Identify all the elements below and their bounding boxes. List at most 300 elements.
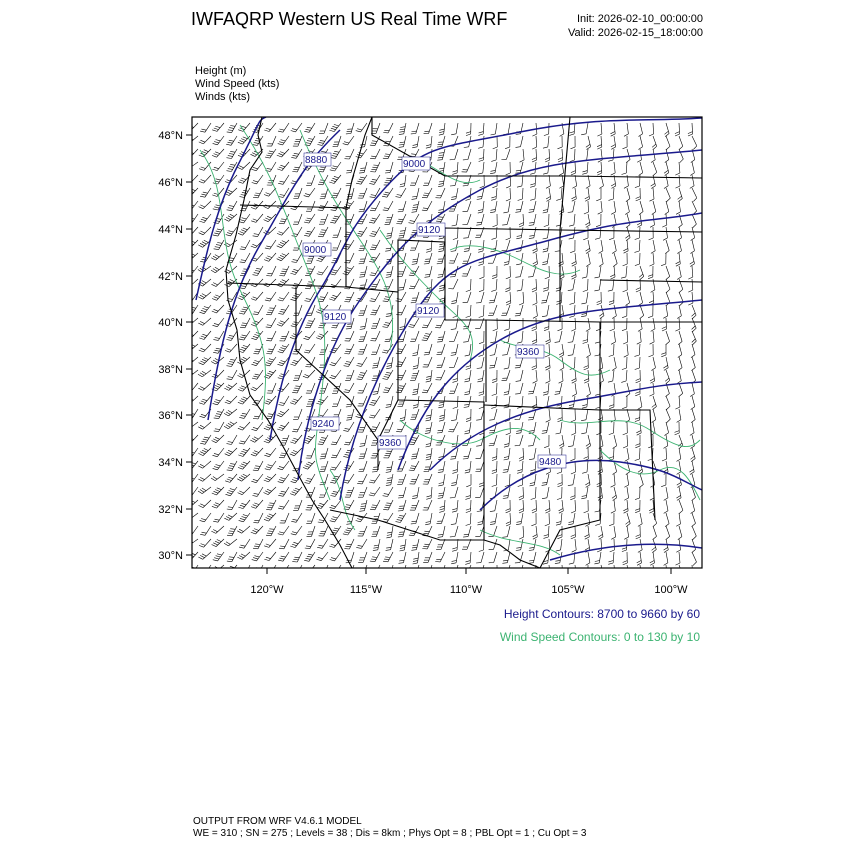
wind-barb-feather [386,550,391,551]
wind-barb-feather [317,145,322,146]
wind-barb [653,318,655,329]
wind-barb [470,487,471,498]
wind-barb [469,383,471,394]
wind-barb [337,240,341,250]
wind-barb-feather [372,232,377,233]
wind-barb-feather [438,157,443,158]
wind-barb [601,201,602,212]
wind-barb-feather [264,285,269,287]
wind-barb-feather [545,277,550,279]
wind-barb-feather [305,374,310,376]
wind-barb [228,422,237,429]
wind-barb-feather [413,389,418,390]
wind-barb-feather [568,524,573,525]
wind-barb [418,396,419,407]
wind-barb-feather [227,509,232,510]
wind-barb-feather [279,223,284,224]
wind-barb [468,149,471,160]
wind-barb-feather [530,485,535,486]
wind-barb-feather [543,147,548,148]
wind-barb-feather [558,483,563,485]
wind-barb [523,448,524,459]
wind-barb [258,539,263,549]
wind-barb-feather [611,537,615,539]
wind-barb-feather [307,323,312,324]
wind-barb-feather [622,173,627,175]
wind-barb-feather [243,474,247,476]
wind-barb-feather [490,430,495,431]
wind-barb-feather [533,537,537,539]
wind-barb-feather [399,287,404,288]
wind-barb-feather [229,206,234,207]
wind-barb-feather [427,249,432,250]
wind-barb-feather [306,299,311,300]
wind-barb-feather [306,129,311,130]
wind-barb-feather [595,342,600,343]
wind-barb-feather [600,316,604,319]
wind-barb [575,422,576,433]
wind-barb [549,409,550,420]
wind-barb-feather [515,277,520,278]
wind-barb [429,253,432,264]
wind-barb-feather [267,416,272,417]
wind-barb [484,539,485,550]
wind-barb-feather [293,399,298,401]
wind-barb-feather [399,144,404,145]
wind-barb-feather [409,327,414,328]
wind-barb [523,149,524,160]
wind-barb-feather [240,337,245,338]
wind-barb-feather [241,359,245,361]
wind-barb-feather [200,520,205,521]
wind-barb [442,344,446,354]
wind-barb-feather [200,321,205,323]
wind-barb-feather [586,443,590,446]
wind-barb [283,175,289,184]
wind-barb [245,201,250,211]
wind-barb-feather [357,483,362,484]
wind-barb-feather [187,283,192,285]
wind-barb [390,214,394,224]
wind-barb-feather [581,433,586,434]
wind-barb-feather [267,338,272,339]
wind-barb-feather [611,277,616,279]
wind-barb [324,383,328,393]
wind-barb-feather [676,495,680,498]
wind-barb-feather [307,141,312,142]
wind-barb [679,396,680,407]
wind-barb [679,240,682,251]
wind-barb-feather [187,482,192,483]
wind-barb [417,136,419,147]
wind-barb [365,318,367,329]
wind-barb-feather [451,420,456,421]
wind-barb-feather [532,509,537,511]
wind-barb-feather [385,251,390,252]
wind-barb-feather [530,470,535,471]
wind-barb [203,474,211,481]
wind-barb-feather [295,488,300,490]
wind-barb [349,539,354,549]
wind-barb [507,526,510,537]
wind-barb-feather [360,326,365,327]
wind-barb [415,409,419,419]
wind-barb [520,162,523,173]
wind-barb-feather [216,556,221,557]
wind-barb-feather [370,236,375,237]
wind-barb-feather [582,277,587,278]
wind-barb-feather [214,167,219,169]
wind-barb [202,370,211,377]
wind-barb-feather [425,274,430,275]
wind-barb-feather [425,277,430,278]
wind-barb-feather [532,158,537,160]
wind-barb [521,370,524,381]
wind-barb-feather [240,505,245,507]
wind-barb [575,162,576,173]
lat-tick-label: 38°N [158,364,183,376]
wind-barb-feather [198,466,202,468]
wind-barb-feather [635,444,640,446]
wind-barb-feather [572,576,577,578]
wind-barb-feather [253,470,258,471]
wind-barb [255,279,263,287]
wind-barb-feather [572,277,577,279]
wind-barb-feather [278,364,283,365]
wind-barb [520,305,523,316]
wind-barb [270,162,276,171]
wind-barb-feather [585,222,589,225]
wind-barb [310,136,315,146]
wind-barb-feather [226,235,231,236]
height-label: 9360 [517,347,540,358]
wind-barb-feather [663,238,667,240]
wind-barb-feather [529,222,534,223]
wind-barb [679,266,681,277]
wind-barb [415,240,419,250]
wind-barb-feather [439,155,444,156]
wind-barb-feather [330,507,335,508]
wind-barb-feather [555,342,560,343]
wind-barb-feather [452,196,457,197]
wind-barb [363,487,367,497]
wind-barb [599,552,601,563]
wind-barb [627,474,629,485]
wind-barb-feather [230,126,235,127]
wind-barb [468,201,472,211]
wind-barb [562,175,564,186]
wind-barb [232,370,237,380]
wind-barb [679,552,680,563]
wind-barb-feather [267,507,272,508]
lat-tick-label: 48°N [158,130,183,142]
wind-barb-feather [635,264,640,266]
wind-barb-feather [439,209,444,210]
wind-barb [493,305,497,315]
wind-barb-feather [371,273,376,274]
wind-barb-feather [675,431,680,433]
wind-barb [509,435,510,446]
wind-barb-feather [201,194,206,195]
wind-barb [190,344,198,351]
wind-barb-feather [543,249,548,250]
wind-barb-feather [373,394,378,395]
wind-barb [548,227,550,238]
wind-barb-feather [306,558,311,559]
wind-barb-feather [290,494,295,496]
wind-barb-feather [624,251,629,253]
wind-barb-feather [466,496,471,497]
wind-barb-feather [506,433,511,435]
wind-barb-feather [543,394,548,395]
wind-barb-feather [333,491,338,492]
wind-barb-feather [371,247,376,248]
wind-barb-feather [279,153,284,155]
wind-barb-feather [546,511,551,513]
wind-barb-feather [519,459,524,461]
wind-barb [217,292,224,300]
wind-barb-feather [213,560,218,561]
wind-barb-feather [386,368,391,369]
wind-barb-feather [279,350,284,351]
wind-barb-feather [529,560,534,561]
wind-barb-feather [187,164,191,167]
wind-barb-feather [187,222,192,223]
wind-barb-feather [453,407,458,409]
wind-barb-feather [569,316,574,317]
wind-barb-feather [344,509,349,510]
wind-barb-feather [292,262,297,263]
wind-barb [403,227,406,238]
wind-barb-feather [226,144,231,145]
wind-barb-feather [238,182,243,184]
wind-barb-feather [291,208,296,209]
wind-barb [401,383,406,393]
wind-barb-feather [491,197,496,198]
wind-barb-feather [635,509,640,511]
wind-barb-feather [212,169,217,171]
wind-barb-feather [622,550,627,552]
wind-barb [495,162,497,173]
wind-barb [282,149,290,157]
wind-barb-feather [625,576,629,579]
wind-barb [374,474,380,483]
wind-barb-feather [413,545,418,546]
wind-barb-feather [238,467,243,469]
wind-barb-feather [238,375,243,377]
wind-barb-feather [597,550,602,552]
wind-barb-feather [266,509,271,510]
wind-barb-feather [650,576,654,578]
wind-barb-feather [665,378,669,381]
wind-barb-feather [626,472,630,475]
wind-barb-feather [227,570,232,572]
wind-barb-feather [529,238,534,239]
wind-barb-feather [293,542,298,544]
wind-barb-feather [688,290,693,292]
wind-barb-feather [491,251,496,252]
wind-barb [561,279,562,290]
wind-barb-feather [451,524,456,525]
wind-barb-feather [292,532,297,533]
wind-barb-feather [425,433,430,434]
wind-barb-feather [243,137,248,139]
wind-barb-feather [347,417,352,418]
wind-barb [190,500,198,507]
wind-barb [470,305,471,316]
wind-barb-feather [426,418,431,419]
wind-barb [613,370,614,381]
wind-barb-feather [370,145,375,146]
wind-barb-feather [599,251,603,254]
wind-barb-feather [533,303,538,305]
wind-barb [522,175,523,186]
wind-barb-feather [279,232,284,234]
wind-barb-feather [411,550,416,551]
wind-barb [271,318,276,328]
wind-barb [482,370,484,381]
wind-barb [586,487,588,498]
wind-barb-feather [571,433,576,435]
wind-barb-feather [610,550,615,552]
wind-barb-feather [438,251,443,252]
wind-barb-feather [569,407,574,408]
wind-barb [456,344,458,355]
wind-barb-feather [279,548,284,549]
wind-barb [203,500,211,508]
wind-barb [562,253,563,264]
wind-barb-feather [532,342,537,344]
wind-barb-feather [530,186,535,187]
wind-barb-feather [252,364,257,366]
wind-barb-feather [305,301,310,302]
wind-barb-feather [278,508,283,509]
wind-barb-feather [464,147,469,148]
wind-barb [203,461,211,468]
height-label: 9360 [379,438,402,449]
wind-barb-feather [453,379,458,380]
wind-barb-feather [243,449,248,451]
wind-barb-feather [506,301,511,303]
wind-barb-feather [409,288,414,289]
wind-barb-feather [386,235,391,236]
wind-barb-feather [332,455,337,456]
wind-barb-feather [372,505,377,506]
wind-barb-feather [202,308,207,310]
wind-barb [375,149,380,159]
wind-barb-feather [251,338,256,340]
wind-barb-feather [213,325,218,326]
wind-barb-feather [623,264,628,266]
wind-barb-feather [664,170,668,173]
wind-barb-feather [599,446,603,449]
wind-barb-feather [623,509,627,511]
wind-barb-feather [533,249,538,251]
wind-barb-feather [558,158,563,160]
wind-barb-feather [464,534,469,535]
wind-barb-feather [479,392,484,394]
wind-barb [483,162,484,173]
wind-barb [481,214,484,225]
wind-barb-feather [199,181,204,183]
wind-barb [653,383,654,394]
wind-barb-feather [532,160,537,162]
wind-barb-feather [215,267,219,270]
wind-barb-feather [584,368,589,370]
wind-barb [666,240,669,251]
wind-barb-feather [400,548,405,549]
wind-barb-feather [269,359,274,360]
wind-barb [480,487,484,497]
wind-barb [242,552,250,559]
wind-barb-feather [624,573,628,576]
wind-barb [255,383,263,391]
wind-barb-feather [650,381,654,383]
wind-barb [548,201,550,212]
wind-barb [614,474,615,485]
wind-barb-feather [304,196,309,197]
wind-barb [283,292,289,301]
wind-barb-feather [228,410,232,413]
wind-barb-feather [439,238,444,239]
wind-barb [469,422,471,433]
wind-barb-feather [439,249,444,250]
wind-barb-feather [677,472,681,475]
wind-barb [471,500,472,511]
wind-barb-feather [427,496,432,497]
wind-barb-feather [227,171,232,172]
wind-barb-feather [503,498,508,499]
wind-barb-feather [212,506,217,508]
wind-barb-feather [224,413,228,416]
wind-barb-feather [503,212,508,213]
wind-barb [640,357,641,368]
wind-barb [494,435,497,446]
wind-barb-feather [252,496,257,497]
wind-barb [322,539,328,548]
wind-barb-feather [333,206,338,207]
wind-barb-feather [266,246,271,247]
wind-barb-feather [544,535,549,536]
wind-barb-feather [215,255,219,257]
wind-barb-feather [492,277,497,279]
wind-barb-feather [227,479,232,481]
wind-barb [388,500,393,510]
wind-barb [536,292,537,303]
wind-barb-feather [369,222,374,223]
wind-barb-feather [387,363,392,364]
wind-barb-feather [625,235,629,238]
wind-barb [257,175,264,184]
wind-barb-feather [426,251,431,252]
wind-barb-feather [200,231,205,233]
wind-barb-feather [333,517,338,518]
wind-barb-feather [609,524,614,526]
wind-barb [296,123,303,132]
wind-barb-feather [331,284,336,285]
wind-barb-feather [267,399,272,401]
wind-barb-feather [320,297,325,298]
wind-barb [692,279,693,290]
wind-barb-feather [651,186,655,189]
wind-barb-feather [186,468,191,470]
wind-barb [414,435,419,445]
wind-barb-feather [281,348,286,349]
latitude-axis [158,130,192,562]
wind-barb-feather [385,557,390,558]
wind-barb-feather [384,390,389,391]
wind-barb-feather [465,470,470,471]
